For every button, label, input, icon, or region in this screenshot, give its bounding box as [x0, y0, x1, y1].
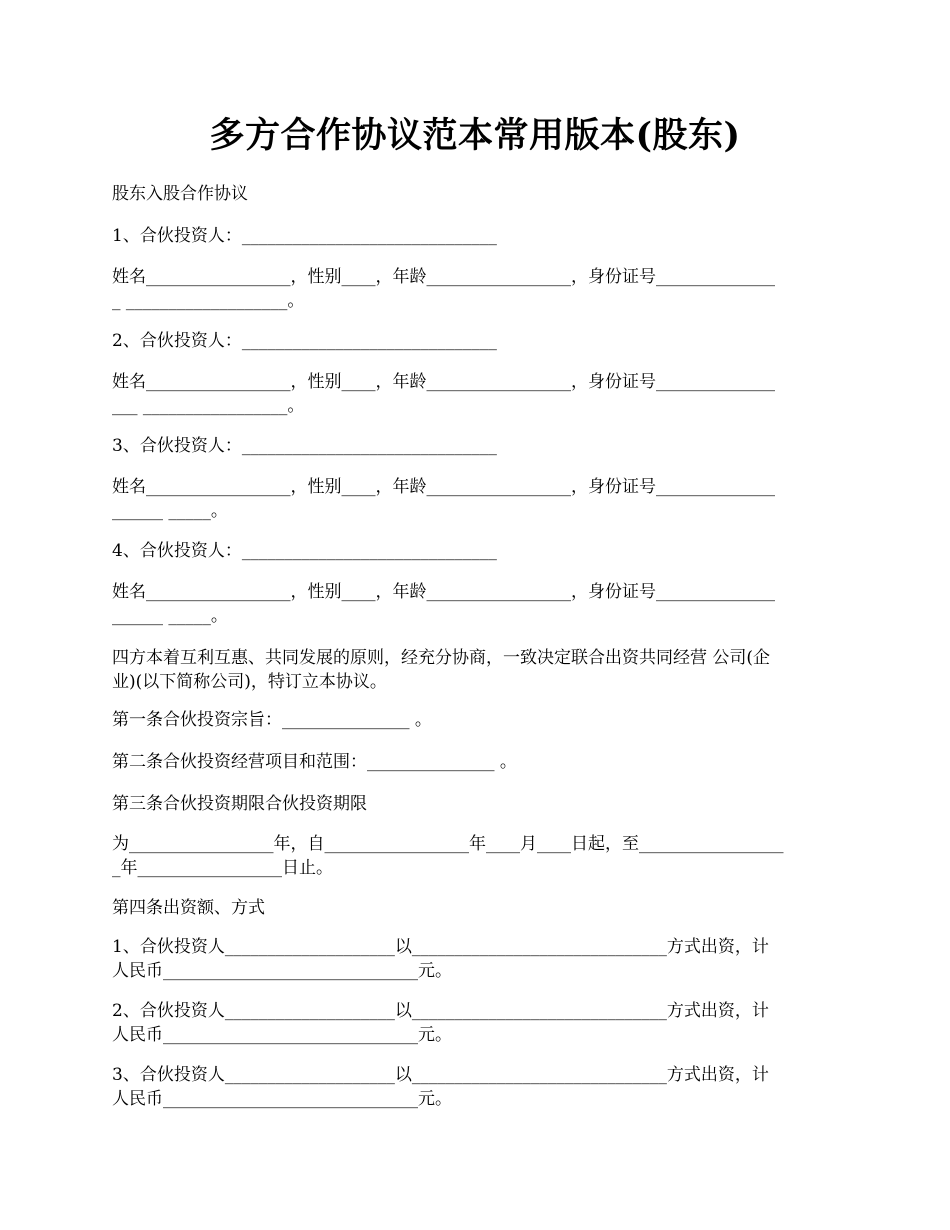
contribution-1-line-1: 1、合伙投资人____________________以______________________________方式出资，计: [112, 937, 769, 957]
investor-3-details-line: 姓名_________________，性别____，年龄_________________，身份证号______________: [112, 477, 775, 497]
section-heading-agreement: 股东入股合作协议: [112, 184, 248, 204]
article-4-heading: 第四条出资额、方式: [112, 898, 265, 918]
investor-4-line: 4、合伙投资人：______________________________: [112, 541, 497, 561]
investor-3-details-continued: ______ _____。: [112, 501, 228, 521]
investor-2-details-continued: ___ _________________。: [112, 396, 305, 416]
contribution-2-line-1: 2、合伙投资人____________________以______________________________方式出资，计: [112, 1001, 769, 1021]
investor-3-line: 3、合伙投资人：______________________________: [112, 436, 497, 456]
investor-1-details-line: 姓名_________________，性别____，年龄_________________，身份证号______________: [112, 267, 775, 287]
investor-4-details-line: 姓名_________________，性别____，年龄_________________，身份证号______________: [112, 582, 775, 602]
preamble-paragraph-line-2: 业)(以下简称公司)，特订立本协议。: [112, 672, 387, 692]
investor-2-details-line: 姓名_________________，性别____，年龄_________________，身份证号______________: [112, 372, 775, 392]
document-title: 多方合作协议范本常用版本(股东): [209, 115, 741, 156]
contribution-2-line-2: 人民币______________________________元。: [112, 1025, 452, 1045]
contribution-3-line-1: 3、合伙投资人____________________以______________________________方式出资，计: [112, 1065, 769, 1085]
article-3-term-line-1: 为_________________年，自_________________年____月____日起，至_________________: [112, 834, 784, 854]
investor-4-details-continued: ______ _____。: [112, 606, 228, 626]
investor-2-line: 2、合伙投资人：______________________________: [112, 331, 497, 351]
article-3-term-line-2: _年_________________日止。: [112, 858, 333, 878]
article-2-scope: 第二条合伙投资经营项目和范围：_______________ 。: [112, 752, 517, 772]
preamble-paragraph-line-1: 四方本着互利互惠、共同发展的原则，经充分协商，一致决定联合出资共同经营 公司(企: [112, 648, 771, 668]
contribution-1-line-2: 人民币______________________________元。: [112, 961, 452, 981]
investor-1-line: 1、合伙投资人：______________________________: [112, 226, 497, 246]
investor-1-details-continued: _ ___________________。: [112, 291, 305, 311]
article-1-purpose: 第一条合伙投资宗旨：_______________ 。: [112, 710, 432, 730]
contribution-3-line-2: 人民币______________________________元。: [112, 1089, 452, 1109]
article-3-term-heading: 第三条合伙投资期限合伙投资期限: [112, 794, 367, 814]
